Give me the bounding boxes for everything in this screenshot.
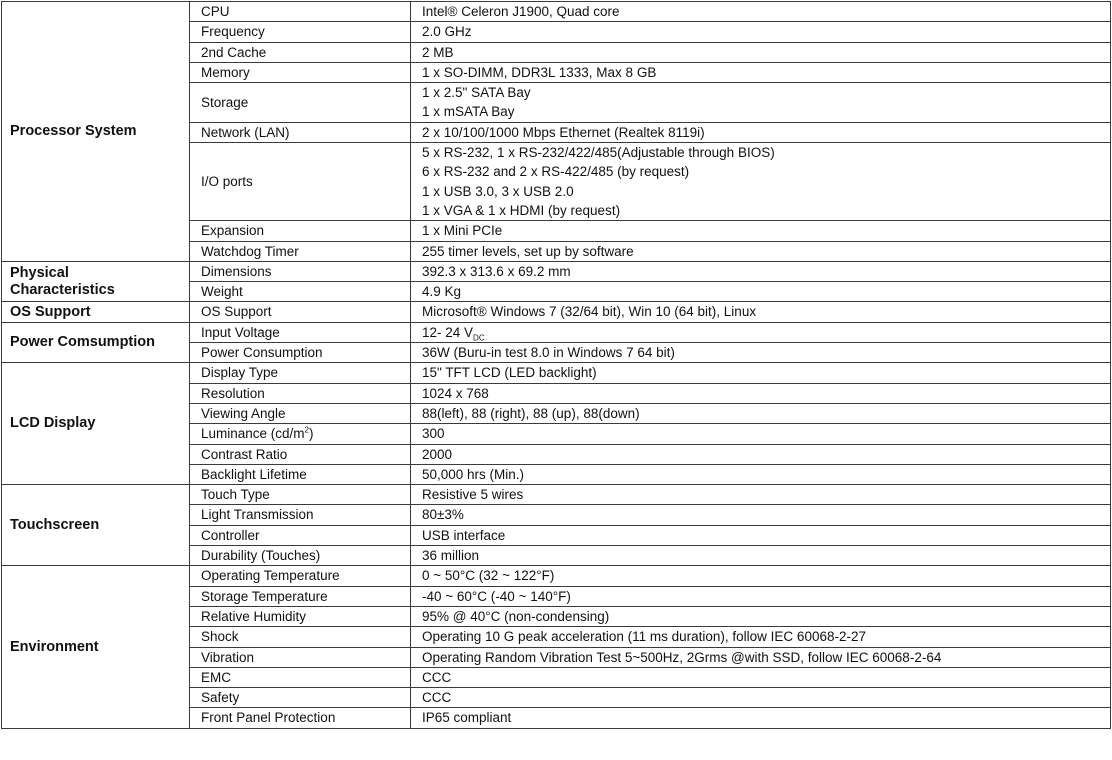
- spec-value-cell: [411, 2, 1111, 22]
- spec-label-cell: [190, 221, 411, 241]
- spec-label-cell: [190, 708, 411, 728]
- spec-value-text: 36 million: [422, 548, 480, 564]
- category-label-line: Characteristics: [10, 281, 115, 298]
- spec-label-cell: [190, 525, 411, 545]
- spec-value-line: [422, 445, 1110, 464]
- spec-label-cell: [190, 546, 411, 566]
- spec-value-line: [422, 102, 1110, 121]
- spec-value-text: IP65 compliant: [422, 710, 512, 726]
- spec-value-line: [422, 323, 1110, 342]
- spec-label: Durability (Touches): [201, 548, 321, 564]
- spec-value-text: Intel® Celeron J1900, Quad core: [422, 4, 620, 19]
- spec-value-line: [422, 384, 1110, 403]
- spec-value-line: [422, 343, 1110, 362]
- spec-value-cell: [411, 363, 1111, 383]
- category-label: Environment: [10, 638, 99, 655]
- spec-row: [2, 2, 1111, 22]
- spec-value-text: 95% @ 40°C (non-condensing): [422, 608, 610, 624]
- spec-value-line: [422, 668, 1110, 687]
- spec-value-line: [422, 262, 1110, 281]
- spec-value-cell: [411, 403, 1111, 423]
- spec-value-text: 4.9 Kg: [422, 284, 462, 300]
- spec-row: [2, 302, 1111, 322]
- spec-value-text: 1 x mSATA Bay: [422, 104, 515, 120]
- spec-value-line: [422, 485, 1110, 504]
- spec-value-text: 6 x RS-232 and 2 x RS-422/485 (by request): [422, 164, 690, 180]
- spec-value-line: [422, 123, 1110, 142]
- spec-label: I/O ports: [201, 174, 253, 190]
- spec-value-cell: [411, 566, 1111, 586]
- spec-row: [2, 322, 1111, 342]
- spec-value-cell: [411, 322, 1111, 342]
- spec-table: [1, 1, 1111, 729]
- spec-value-cell: [411, 62, 1111, 82]
- spec-label: Network (LAN): [201, 124, 290, 140]
- spec-label: CPU: [201, 4, 230, 19]
- spec-label-cell: [190, 444, 411, 464]
- spec-label-cell: [190, 322, 411, 342]
- spec-value-line: [422, 143, 1110, 162]
- spec-value-text: 1 x USB 3.0, 3 x USB 2.0: [422, 183, 574, 199]
- spec-value-line: [422, 526, 1110, 545]
- spec-value-cell: [411, 606, 1111, 626]
- category-cell: [2, 261, 190, 302]
- spec-value-cell: [411, 383, 1111, 403]
- spec-value-text: 2.0 GHz: [422, 24, 472, 40]
- spec-value-cell: [411, 586, 1111, 606]
- spec-label-cell: [190, 606, 411, 626]
- spec-label: Relative Humidity: [201, 608, 307, 624]
- spec-value-line: [422, 465, 1110, 484]
- spec-label: Luminance (cd/m: [201, 426, 305, 442]
- spec-value-cell: [411, 343, 1111, 363]
- spec-value-line: [422, 648, 1110, 667]
- spec-label-cell: [190, 464, 411, 484]
- spec-label: Watchdog Timer: [201, 243, 299, 259]
- spec-label-cell: [190, 566, 411, 586]
- spec-value-cell: [411, 647, 1111, 667]
- spec-label: Backlight Lifetime: [201, 466, 307, 482]
- spec-body: [2, 2, 1111, 729]
- spec-value-text: 50,000 hrs (Min.): [422, 466, 525, 482]
- spec-value-line: [422, 162, 1110, 181]
- spec-label-cell: [190, 505, 411, 525]
- spec-value-cell: [411, 22, 1111, 42]
- spec-label: 2nd Cache: [201, 44, 267, 60]
- spec-label-cell: [190, 241, 411, 261]
- spec-value-line: [422, 201, 1110, 220]
- spec-label-cell: [190, 122, 411, 142]
- spec-value-line: [422, 182, 1110, 201]
- spec-value-text: Resistive 5 wires: [422, 487, 524, 503]
- spec-label-cell: [190, 667, 411, 687]
- spec-value-cell: [411, 83, 1111, 123]
- spec-value-cell: [411, 505, 1111, 525]
- spec-label-cell: [190, 62, 411, 82]
- spec-value-line: [422, 22, 1110, 41]
- spec-label-cell: [190, 688, 411, 708]
- category-label: OS Support: [10, 303, 91, 320]
- spec-label-cell: [190, 261, 411, 281]
- spec-value-line: [422, 282, 1110, 301]
- spec-row: [2, 261, 1111, 281]
- spec-value-text: -40 ~ 60°C (-40 ~ 140°F): [422, 588, 571, 604]
- spec-value-line: [422, 708, 1110, 727]
- spec-value-text: 392.3 x 313.6 x 69.2 mm: [422, 263, 571, 279]
- category-label: Touchscreen: [10, 516, 100, 533]
- spec-value-line: [422, 546, 1110, 565]
- spec-value-text: CCC: [422, 690, 452, 706]
- spec-row: [2, 566, 1111, 586]
- spec-value-cell: [411, 464, 1111, 484]
- spec-value-text: 2000: [422, 446, 453, 462]
- spec-value-cell: [411, 667, 1111, 687]
- spec-label: Expansion: [201, 223, 265, 239]
- spec-value-cell: [411, 122, 1111, 142]
- category-label: Processor System: [10, 122, 137, 139]
- category-label: LCD Display: [10, 415, 96, 432]
- spec-value-line: [422, 2, 1110, 21]
- spec-label: Touch Type: [201, 487, 270, 503]
- spec-value-cell: [411, 302, 1111, 322]
- spec-label: Controller: [201, 527, 260, 543]
- category-cell: [2, 322, 190, 363]
- spec-value-cell: [411, 261, 1111, 281]
- spec-label: Shock: [201, 629, 239, 645]
- spec-value-line: [422, 302, 1110, 321]
- spec-row: [2, 485, 1111, 505]
- spec-value-text: Microsoft® Windows 7 (32/64 bit), Win 10 (64 bit), Linux: [422, 304, 757, 320]
- spec-value-text: 300: [422, 426, 445, 442]
- spec-value-cell: [411, 424, 1111, 444]
- spec-label-cell: [190, 343, 411, 363]
- spec-label: Resolution: [201, 385, 265, 401]
- spec-value-cell: [411, 221, 1111, 241]
- spec-label: Vibration: [201, 649, 255, 665]
- category-label-line: Physical: [10, 264, 69, 281]
- spec-label: OS Support: [201, 304, 272, 320]
- spec-label: Frequency: [201, 24, 265, 40]
- spec-value-text: CCC: [422, 669, 452, 685]
- spec-value-cell: [411, 444, 1111, 464]
- spec-row: [2, 363, 1111, 383]
- spec-value-cell: [411, 42, 1111, 62]
- spec-label: Light Transmission: [201, 507, 314, 523]
- spec-label-cell: [190, 83, 411, 123]
- spec-label: Operating Temperature: [201, 568, 340, 584]
- spec-value-subscript: DC: [473, 333, 485, 343]
- spec-value-line: [422, 63, 1110, 82]
- spec-value-line: [422, 404, 1110, 423]
- spec-value-line: [422, 83, 1110, 102]
- spec-value-line: [422, 587, 1110, 606]
- spec-value-cell: [411, 546, 1111, 566]
- category-cell: [2, 2, 190, 262]
- spec-value-line: [422, 566, 1110, 585]
- spec-value-line: [422, 242, 1110, 261]
- spec-value-text: 0 ~ 50°C (32 ~ 122°F): [422, 568, 555, 584]
- spec-label-cell: [190, 383, 411, 403]
- spec-value-text: 12- 24 V: [422, 324, 474, 340]
- spec-value-text: 88(left), 88 (right), 88 (up), 88(down): [422, 405, 640, 421]
- category-cell: [2, 566, 190, 728]
- spec-label-cell: [190, 363, 411, 383]
- spec-label-cell: [190, 302, 411, 322]
- spec-value-text: 1024 x 768: [422, 385, 489, 401]
- spec-label-cell: [190, 647, 411, 667]
- spec-value-cell: [411, 627, 1111, 647]
- spec-label-cell: [190, 2, 411, 22]
- spec-label: Memory: [201, 64, 250, 80]
- spec-label: Viewing Angle: [201, 405, 286, 421]
- spec-label: Weight: [201, 284, 243, 300]
- spec-label-cell: [190, 282, 411, 302]
- spec-value-cell: [411, 525, 1111, 545]
- spec-value-text: 15" TFT LCD (LED backlight): [422, 365, 597, 381]
- spec-value-cell: [411, 143, 1111, 221]
- spec-label-cell: [190, 485, 411, 505]
- spec-label: EMC: [201, 669, 231, 685]
- spec-value-text: 2 MB: [422, 44, 454, 60]
- spec-value-cell: [411, 688, 1111, 708]
- spec-value-text: 1 x SO-DIMM, DDR3L 1333, Max 8 GB: [422, 64, 657, 80]
- spec-value-line: [422, 424, 1110, 443]
- spec-label-suffix: ): [309, 426, 314, 442]
- spec-value-text: 255 timer levels, set up by software: [422, 243, 634, 259]
- spec-value-cell: [411, 485, 1111, 505]
- spec-label: Input Voltage: [201, 324, 280, 340]
- spec-value-line: [422, 627, 1110, 646]
- spec-value-text: Operating Random Vibration Test 5~500Hz, 2Grms @with SSD, follow IEC 60068-2-64: [422, 649, 942, 665]
- spec-value-line: [422, 607, 1110, 626]
- category-cell: [2, 302, 190, 322]
- spec-value-text: Operating 10 G peak acceleration (11 ms duration), follow IEC 60068-2-27: [422, 629, 866, 645]
- spec-value-text: USB interface: [422, 527, 506, 543]
- spec-label-cell: [190, 143, 411, 221]
- spec-value-line: [422, 43, 1110, 62]
- spec-label: Front Panel Protection: [201, 710, 336, 726]
- spec-label-cell: [190, 586, 411, 606]
- spec-label-cell: [190, 42, 411, 62]
- spec-value-cell: [411, 282, 1111, 302]
- category-label: Power Comsumption: [10, 334, 156, 351]
- spec-value-text: 2 x 10/100/1000 Mbps Ethernet (Realtek 8119i): [422, 124, 705, 140]
- spec-label-cell: [190, 403, 411, 423]
- spec-value-line: [422, 363, 1110, 382]
- spec-label: Safety: [201, 690, 240, 706]
- spec-label: Dimensions: [201, 263, 272, 279]
- spec-value-text: 1 x Mini PCIe: [422, 223, 503, 239]
- spec-value-text: 1 x VGA & 1 x HDMI (by request): [422, 202, 621, 218]
- spec-label-superscript: 2: [304, 425, 309, 435]
- spec-label-cell: [190, 424, 411, 444]
- spec-label: Storage: [201, 94, 249, 110]
- category-cell: [2, 363, 190, 485]
- spec-value-line: [422, 221, 1110, 240]
- spec-label: Power Consumption: [201, 345, 323, 361]
- spec-value-text: 5 x RS-232, 1 x RS-232/422/485(Adjustable through BIOS): [422, 145, 775, 161]
- spec-value-cell: [411, 708, 1111, 728]
- spec-label: Display Type: [201, 365, 279, 381]
- spec-value-cell: [411, 241, 1111, 261]
- spec-label: Storage Temperature: [201, 588, 328, 604]
- spec-value-text: 1 x 2.5" SATA Bay: [422, 85, 531, 101]
- spec-value-line: [422, 688, 1110, 707]
- category-cell: [2, 485, 190, 566]
- spec-label-cell: [190, 627, 411, 647]
- spec-value-line: [422, 505, 1110, 524]
- spec-value-text: 80±3%: [422, 507, 464, 523]
- spec-label-cell: [190, 22, 411, 42]
- spec-value-text: 36W (Buru-in test 8.0 in Windows 7 64 bit): [422, 345, 675, 361]
- spec-label: Contrast Ratio: [201, 446, 288, 462]
